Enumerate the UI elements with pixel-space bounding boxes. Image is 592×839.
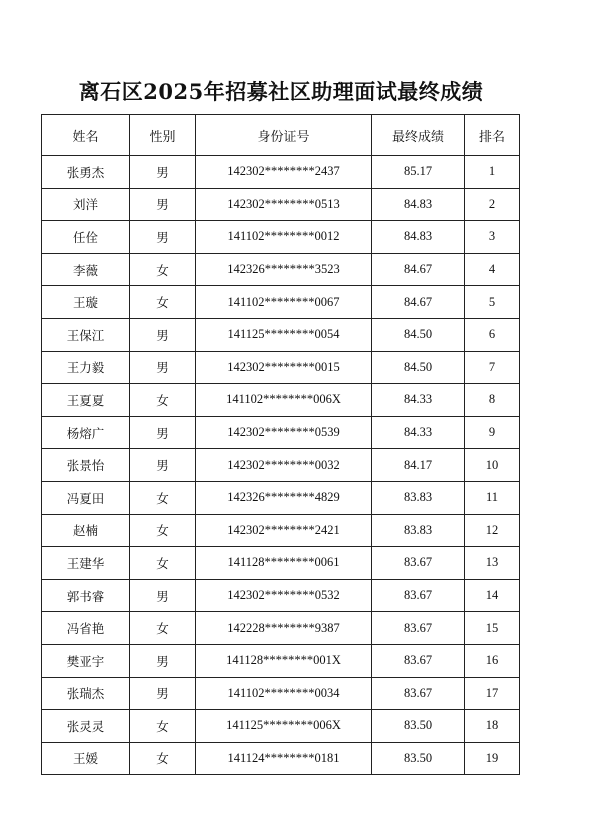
cell-name: 张瑞杰: [42, 677, 130, 710]
cell-gender: 女: [130, 612, 196, 645]
cell-gender: 女: [130, 710, 196, 743]
cell-name: 冯省艳: [42, 612, 130, 645]
cell-rank: 4: [465, 253, 520, 286]
table-row: [42, 286, 520, 319]
cell-id: 141125********006X: [196, 710, 372, 743]
table-row: [42, 579, 520, 612]
table-row: [42, 318, 520, 351]
cell-gender: 男: [130, 221, 196, 254]
cell-rank: 16: [465, 644, 520, 677]
cell-name: 郭书睿: [42, 579, 130, 612]
cell-score: 84.33: [372, 384, 465, 417]
cell-name: 王力毅: [42, 351, 130, 384]
table-row: [42, 449, 520, 482]
cell-id: 141128********001X: [196, 644, 372, 677]
table-row: [42, 156, 520, 189]
cell-rank: 17: [465, 677, 520, 710]
cell-name: 樊亚宇: [42, 644, 130, 677]
cell-gender: 女: [130, 286, 196, 319]
cell-name: 王媛: [42, 742, 130, 775]
cell-score: 84.33: [372, 416, 465, 449]
cell-name: 张景怡: [42, 449, 130, 482]
cell-id: 142302********0532: [196, 579, 372, 612]
table-row: [42, 221, 520, 254]
table-row: [42, 481, 520, 514]
cell-rank: 14: [465, 579, 520, 612]
cell-score: 83.50: [372, 710, 465, 743]
cell-rank: 5: [465, 286, 520, 319]
cell-gender: 女: [130, 253, 196, 286]
cell-score: 83.67: [372, 677, 465, 710]
cell-rank: 15: [465, 612, 520, 645]
cell-name: 李薇: [42, 253, 130, 286]
cell-rank: 9: [465, 416, 520, 449]
cell-name: 王璇: [42, 286, 130, 319]
cell-rank: 2: [465, 188, 520, 221]
table-row: [42, 644, 520, 677]
cell-score: 84.67: [372, 286, 465, 319]
cell-id: 142326********3523: [196, 253, 372, 286]
cell-rank: 3: [465, 221, 520, 254]
table-row: [42, 612, 520, 645]
cell-score: 83.67: [372, 547, 465, 580]
cell-score: 83.67: [372, 644, 465, 677]
cell-gender: 男: [130, 579, 196, 612]
cell-id: 142302********0015: [196, 351, 372, 384]
cell-name: 冯夏田: [42, 481, 130, 514]
cell-gender: 男: [130, 416, 196, 449]
cell-gender: 男: [130, 449, 196, 482]
cell-score: 84.17: [372, 449, 465, 482]
cell-name: 张灵灵: [42, 710, 130, 743]
table-row: [42, 742, 520, 775]
page-title: 离石区2025年招募社区助理面试最终成绩: [78, 79, 484, 104]
table-row: [42, 384, 520, 417]
cell-rank: 19: [465, 742, 520, 775]
table-header-row: [42, 115, 520, 156]
cell-name: 王建华: [42, 547, 130, 580]
cell-rank: 1: [465, 156, 520, 189]
cell-gender: 女: [130, 384, 196, 417]
cell-id: 141128********0061: [196, 547, 372, 580]
cell-id: 142302********2421: [196, 514, 372, 547]
cell-gender: 男: [130, 644, 196, 677]
table-row: [42, 710, 520, 743]
table-row: [42, 188, 520, 221]
cell-rank: 13: [465, 547, 520, 580]
cell-name: 任佺: [42, 221, 130, 254]
cell-id: 141102********0067: [196, 286, 372, 319]
cell-rank: 12: [465, 514, 520, 547]
cell-score: 84.50: [372, 351, 465, 384]
table-row: [42, 677, 520, 710]
cell-score: 84.83: [372, 188, 465, 221]
cell-id: 142326********4829: [196, 481, 372, 514]
header-score: 最终成绩: [372, 115, 465, 156]
table-row: [42, 547, 520, 580]
results-table: [41, 114, 520, 775]
cell-id: 142302********2437: [196, 156, 372, 189]
cell-score: 83.50: [372, 742, 465, 775]
cell-gender: 女: [130, 742, 196, 775]
cell-rank: 8: [465, 384, 520, 417]
cell-gender: 男: [130, 351, 196, 384]
cell-rank: 18: [465, 710, 520, 743]
cell-score: 83.83: [372, 481, 465, 514]
table-row: [42, 351, 520, 384]
cell-id: 142302********0513: [196, 188, 372, 221]
cell-gender: 女: [130, 547, 196, 580]
header-gender: 性别: [130, 115, 196, 156]
cell-score: 84.50: [372, 318, 465, 351]
cell-score: 83.67: [372, 579, 465, 612]
cell-gender: 男: [130, 156, 196, 189]
cell-gender: 女: [130, 481, 196, 514]
cell-id: 142302********0032: [196, 449, 372, 482]
cell-rank: 11: [465, 481, 520, 514]
cell-name: 王夏夏: [42, 384, 130, 417]
header-name: 姓名: [42, 115, 130, 156]
header-id: 身份证号: [196, 115, 372, 156]
cell-id: 141102********006X: [196, 384, 372, 417]
cell-rank: 6: [465, 318, 520, 351]
cell-name: 杨熔广: [42, 416, 130, 449]
cell-name: 刘洋: [42, 188, 130, 221]
cell-id: 141102********0034: [196, 677, 372, 710]
cell-id: 142302********0539: [196, 416, 372, 449]
cell-id: 141125********0054: [196, 318, 372, 351]
header-rank: 排名: [465, 115, 520, 156]
cell-id: 141124********0181: [196, 742, 372, 775]
cell-name: 张勇杰: [42, 156, 130, 189]
cell-rank: 7: [465, 351, 520, 384]
cell-gender: 男: [130, 188, 196, 221]
cell-score: 83.83: [372, 514, 465, 547]
cell-gender: 女: [130, 514, 196, 547]
cell-rank: 10: [465, 449, 520, 482]
cell-score: 84.67: [372, 253, 465, 286]
table-row: [42, 514, 520, 547]
table-row: [42, 416, 520, 449]
cell-score: 84.83: [372, 221, 465, 254]
cell-name: 赵楠: [42, 514, 130, 547]
cell-score: 85.17: [372, 156, 465, 189]
table-row: [42, 253, 520, 286]
cell-id: 141102********0012: [196, 221, 372, 254]
table-body: [42, 156, 520, 775]
cell-gender: 男: [130, 677, 196, 710]
cell-id: 142228********9387: [196, 612, 372, 645]
cell-score: 83.67: [372, 612, 465, 645]
cell-gender: 男: [130, 318, 196, 351]
cell-name: 王保江: [42, 318, 130, 351]
